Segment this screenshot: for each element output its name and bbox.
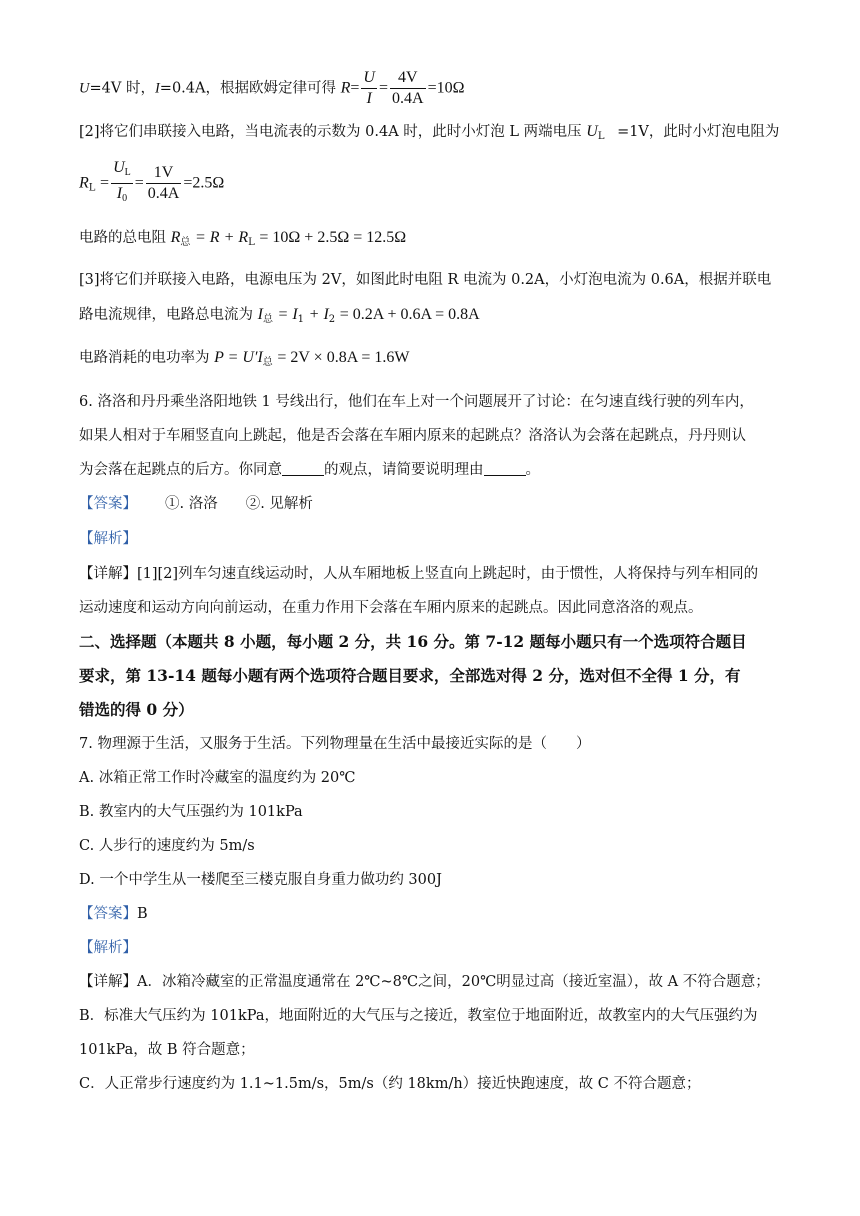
- q7-explain-2: [79, 1004, 757, 1025]
- denominator: 0.4A: [147, 185, 180, 202]
- section-2-heading-2: [79, 664, 741, 686]
- s5-line-5: [79, 268, 771, 289]
- denominator: I: [366, 90, 372, 107]
- text: 错选的得 0 分）: [79, 700, 194, 719]
- formula: = I: [277, 306, 298, 323]
- text: 电路的总电阻: [79, 230, 166, 246]
- var-i-total: I: [257, 306, 263, 323]
- subscript: L: [248, 237, 255, 248]
- subscript: 2: [328, 314, 336, 325]
- numerator: U: [361, 68, 377, 89]
- answer-blank-2: [484, 461, 526, 476]
- s5-line-2: [79, 120, 779, 142]
- q7-analysis-label: [79, 936, 137, 957]
- text: B. 教室内的大气压强约为 101kPa: [79, 804, 303, 820]
- analysis-label: 【解析】: [79, 940, 137, 956]
- q7-option-d: [79, 868, 442, 889]
- text: 如果人相对于车厢竖直向上跳起，他是否会落在车厢内原来的起跳点？洛洛认为会落在起跳点，丹丹则认: [79, 428, 746, 444]
- formula: + I: [308, 306, 329, 323]
- q6-answer: [79, 492, 313, 513]
- text: [2]将它们串联接入电路，当电流表的示数为 0.4A 时，此时小灯泡 L 两端电压: [79, 124, 582, 140]
- q7-explain-3: [79, 1038, 255, 1059]
- subscript: 1: [297, 314, 305, 325]
- formula: P = U′I: [214, 349, 263, 366]
- fraction-4v-over-04a: [390, 68, 426, 109]
- formula: = R + R: [195, 229, 249, 246]
- result: =10Ω: [427, 79, 465, 97]
- text: [3]将它们并联接入电路，电源电压为 2V，如图此时电阻 R 电流为 0.2A，小灯泡电流为 0.6A，根据并联电: [79, 272, 772, 288]
- equals: =: [350, 79, 360, 97]
- var-u: U: [79, 80, 90, 97]
- q6-detail-1: [79, 562, 758, 583]
- text: 要求，第 13-14 题每小题有两个选项符合题目要求，全部选对得 2 分，选对但不全得 1 分，有: [79, 666, 741, 685]
- numerator: 4V: [390, 68, 426, 89]
- subscript: 总: [180, 237, 191, 248]
- text: =0.4A，根据欧姆定律可得: [159, 80, 336, 97]
- var-i: I: [154, 80, 160, 97]
- answer-1: ①. 洛洛: [165, 496, 218, 512]
- result: = 2V × 0.8A = 1.6W: [277, 349, 410, 366]
- fraction-1v-over-04a: [146, 163, 182, 204]
- s5-line-4: [79, 226, 406, 248]
- q7-option-a: [79, 766, 355, 787]
- text: 路电流规律，电路总电流为: [79, 307, 253, 323]
- subscript: 总: [262, 357, 273, 368]
- q7-option-b: [79, 800, 303, 821]
- q6-line-2: [79, 424, 746, 445]
- result: =2.5Ω: [183, 174, 225, 192]
- q6-line-3: [79, 458, 540, 479]
- var-u: U: [586, 123, 598, 140]
- q7-option-c: [79, 834, 255, 855]
- answer-label: 【答案】: [79, 496, 137, 512]
- q7-stem: [79, 732, 590, 753]
- q7-answer: [79, 902, 148, 923]
- text: =1V，此时小灯泡电阻为: [617, 124, 780, 140]
- s5-line-1: U=4V 时，I=0.4A，根据欧姆定律可得 R= $\frac{U}{I}$ = $\frac{4V}{0.4A}$ =10Ω: [79, 69, 465, 107]
- text: 101kPa，故 B 符合题意；: [79, 1042, 255, 1058]
- text: 电路消耗的电功率为: [79, 350, 210, 366]
- q7-explain-4: [79, 1072, 700, 1093]
- var-r-total: R: [170, 229, 181, 246]
- fraction-u-over-i: [361, 68, 377, 109]
- q6-detail-2: [79, 596, 703, 617]
- q6-line-1: [79, 390, 754, 411]
- section-2-heading-3: [79, 698, 194, 720]
- text: 6. 洛洛和丹丹乘坐洛阳地铁 1 号线出行，他们在车上对一个问题展开了讨论：在匀速直线行驶的列车内，: [79, 394, 754, 410]
- text: A. 冰箱正常工作时冷藏室的温度约为 20℃: [79, 770, 356, 786]
- text: 的观点，请简要说明理由: [324, 462, 484, 478]
- analysis-label: 【解析】: [79, 531, 137, 547]
- denominator: I: [116, 185, 123, 202]
- s5-line-3: $R_L$ = $\frac{U_L}{I_0}$ = $\frac{1V}{0.4A}$ =2.5Ω: [79, 158, 224, 209]
- var-r: R: [340, 79, 351, 97]
- answer-2: ②. 见解析: [245, 496, 313, 512]
- q7-explain-1: [79, 970, 770, 991]
- result: = 0.2A + 0.6A = 0.8A: [339, 306, 480, 323]
- result: = 10Ω + 2.5Ω = 12.5Ω: [259, 229, 407, 246]
- section-2-heading-1: [79, 630, 747, 652]
- equals: =: [100, 174, 110, 192]
- numerator: 1V: [146, 163, 182, 184]
- text: C. 人步行的速度约为 5m/s: [79, 838, 255, 854]
- text: 。: [525, 462, 540, 478]
- text: 二、选择题（本题共 8 小题，每小题 2 分，共 16 分。第 7-12 题每小题只有一个选项符合题目: [79, 632, 747, 651]
- text: D. 一个中学生从一楼爬至三楼克服自身重力做功约 300J: [79, 872, 442, 888]
- subscript: L: [597, 131, 605, 142]
- text: 【详解】A．冰箱冷藏室的正常温度通常在 2℃~8℃之间，20℃明显过高（接近室温），故 A 不符合题意；: [79, 974, 770, 990]
- denominator: 0.4A: [392, 90, 424, 107]
- s5-line-6: [79, 303, 480, 325]
- text: 【详解】[1][2]列车匀速直线运动时，人从车厢地板上竖直向上跳起时，由于惯性，人将保持与列车相同的: [79, 566, 759, 582]
- answer: B: [137, 906, 148, 922]
- answer-blank-1: [282, 461, 324, 476]
- s5-line-7: [79, 346, 410, 368]
- text: 运动速度和运动方向向前运动，在重力作用下会落在车厢内原来的起跳点。因此同意洛洛的观点。: [79, 600, 703, 616]
- text: C．人正常步行速度约为 1.1~1.5m/s，5m/s（约 18km/h）接近快跑速度，故 C 不符合题意；: [79, 1076, 701, 1092]
- numerator: U: [113, 159, 125, 176]
- text: =4V 时，: [89, 80, 155, 97]
- subscript: L: [124, 167, 131, 178]
- text: 7. 物理源于生活，又服务于生活。下列物理量在生活中最接近实际的是（ ）: [79, 736, 591, 752]
- subscript: 总: [262, 314, 273, 325]
- subscript: L: [88, 182, 96, 194]
- text: 为会落在起跳点的后方。你同意: [79, 462, 282, 478]
- text: B．标准大气压约为 101kPa，地面附近的大气压与之接近，教室位于地面附近，故教室内的大气压强约为: [79, 1008, 758, 1024]
- answer-label: 【答案】: [79, 906, 137, 922]
- subscript: 0: [122, 193, 128, 204]
- var-r: R: [79, 174, 89, 192]
- fraction-ul-over-i0: [111, 158, 133, 209]
- q6-analysis-label: [79, 527, 137, 548]
